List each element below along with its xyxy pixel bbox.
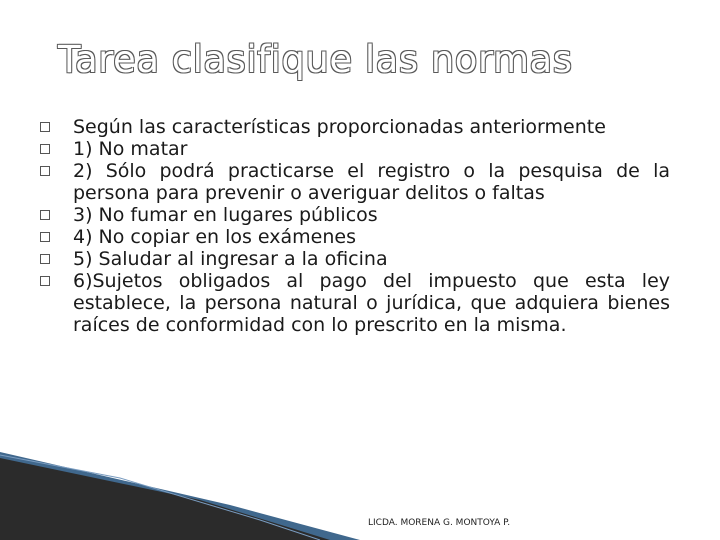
item-text: 5) Saludar al ingresar a la oficina [73, 248, 388, 270]
dark-wave [0, 458, 330, 540]
item-text: 2) Sólo podrá practicarse el registro o la pesquisa de la persona para prevenir o averiguar delitos o faltas [73, 160, 670, 204]
item-text: Según las características proporcionadas anteriormente [73, 116, 606, 138]
item-text: 3) No fumar en lugares públicos [73, 204, 378, 226]
slide-title: Tarea clasifique las normas [58, 38, 573, 81]
item-text: 6)Sujetos obligados al pago del impuesto que esta ley establece, la persona natural o jurídica, que adquiera bienes raíces de conformidad con lo prescrito en la misma. [73, 270, 670, 336]
item-text: 4) No copiar en los exámenes [73, 226, 357, 248]
footer-author: LICDA. MORENA G. MONTOYA P. [368, 518, 511, 528]
item-text: 1) No matar [73, 138, 188, 160]
